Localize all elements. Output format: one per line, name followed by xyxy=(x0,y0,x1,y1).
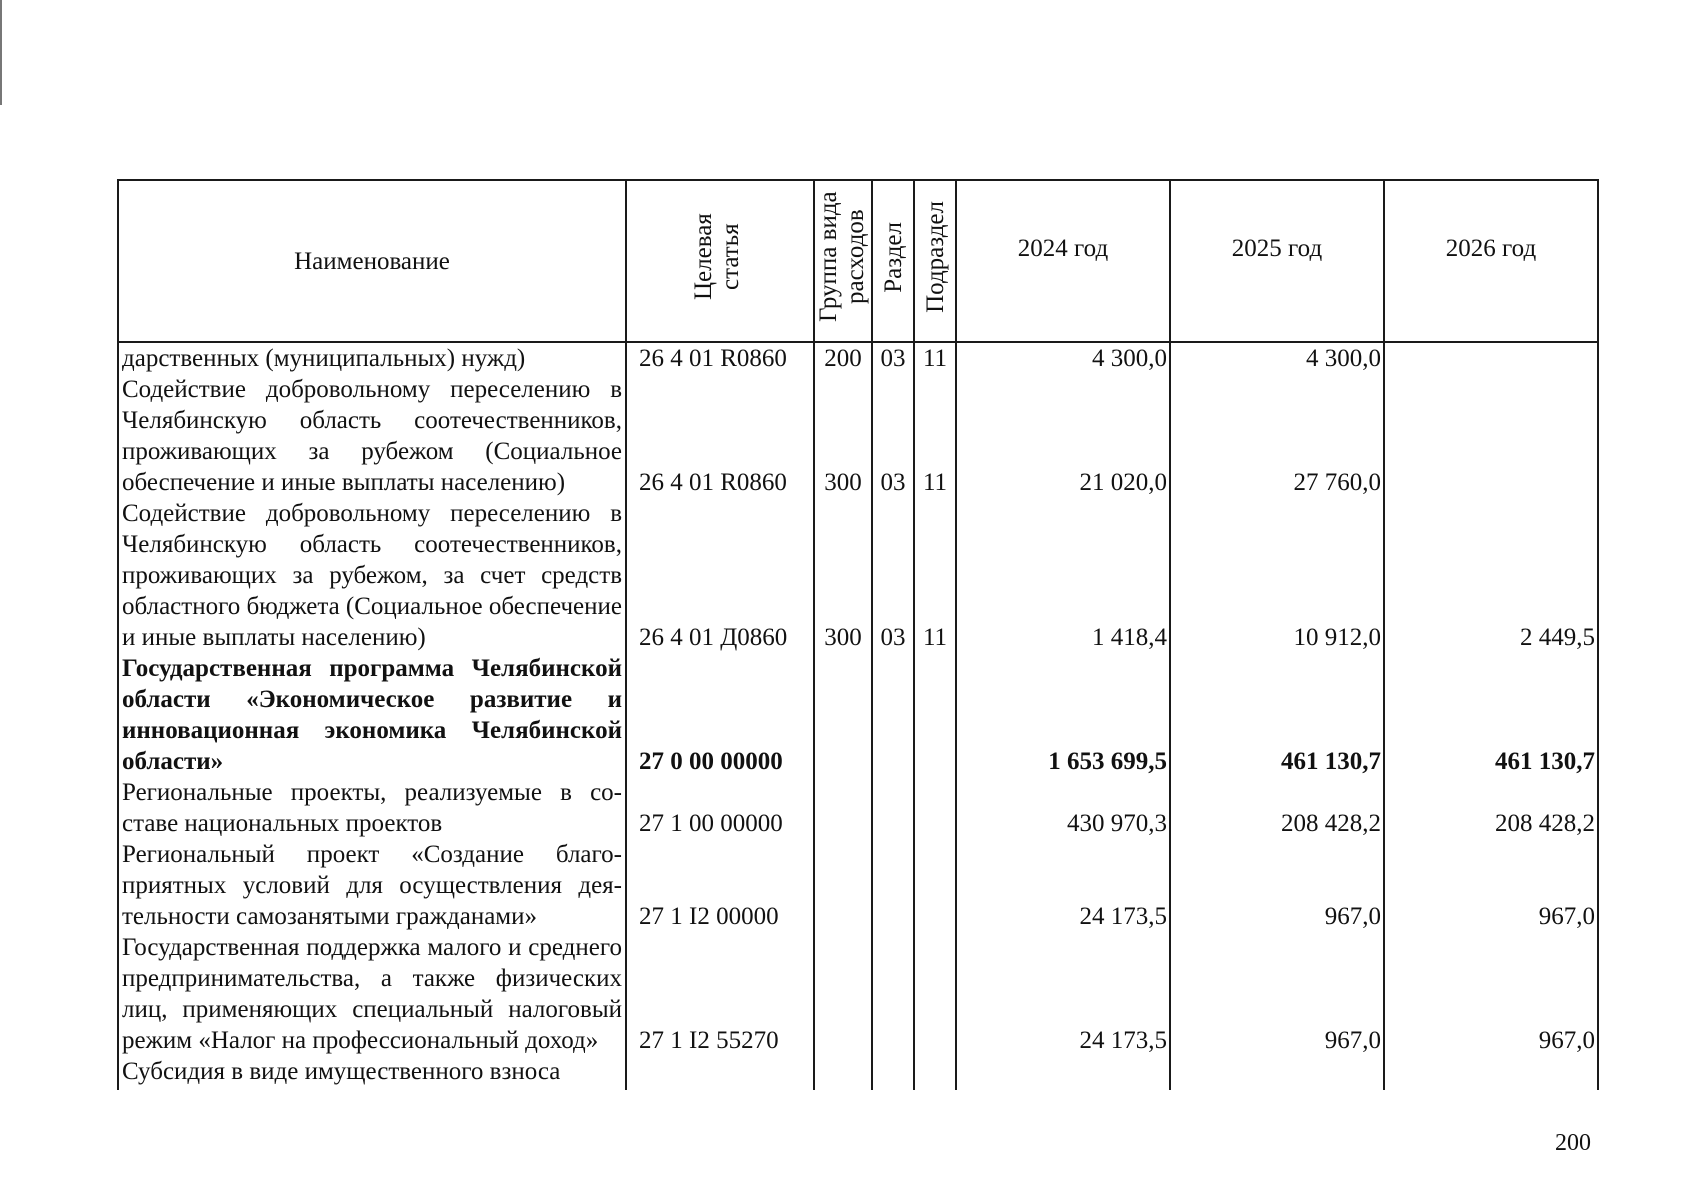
header-year-2024 xyxy=(956,180,1170,342)
header-expense-group-text: Группа вида расходов xyxy=(815,191,869,323)
table-row-program-total xyxy=(118,653,1598,777)
row-target-article: 26 4 01 R0860 xyxy=(626,342,814,374)
row-amount-2025 xyxy=(1170,1056,1384,1090)
header-target-article xyxy=(626,180,814,342)
row-expense-group: 300 xyxy=(814,374,872,498)
scan-edge-mark xyxy=(0,0,2,105)
row-subsection xyxy=(914,932,956,1056)
row-amount-2026: 461 130,7 xyxy=(1384,653,1598,777)
row-name: Субсидия в виде имущественного взноса xyxy=(118,1056,626,1090)
table-row xyxy=(118,342,1598,374)
table-row xyxy=(118,777,1598,839)
row-expense-group xyxy=(814,932,872,1056)
table-row xyxy=(118,374,1598,498)
row-section: 03 xyxy=(872,342,914,374)
header-year-2025 xyxy=(1170,180,1384,342)
row-name: Государственная поддержка малого и среднего предпринимательства, а также физических лиц, применяющих специальный налоговый режим «Налог на профессиональный доход» xyxy=(118,932,626,1056)
table-header-row xyxy=(118,180,1598,342)
header-expense-group xyxy=(814,180,872,342)
page-number: 200 xyxy=(1555,1130,1591,1156)
row-expense-group xyxy=(814,653,872,777)
header-name-text: Наименование xyxy=(294,247,450,275)
row-amount-2024: 21 020,0 xyxy=(956,374,1170,498)
row-amount-2026: 967,0 xyxy=(1384,932,1598,1056)
row-section: 03 xyxy=(872,498,914,653)
row-amount-2025: 461 130,7 xyxy=(1170,653,1384,777)
row-subsection xyxy=(914,1056,956,1090)
row-section xyxy=(872,653,914,777)
row-section: 03 xyxy=(872,374,914,498)
row-amount-2026 xyxy=(1384,374,1598,498)
row-subsection: 11 xyxy=(914,342,956,374)
row-name: дарственных (муниципальных) нужд) xyxy=(118,342,626,374)
header-year-2026 xyxy=(1384,180,1598,342)
row-amount-2024: 430 970,3 xyxy=(956,777,1170,839)
row-amount-2026: 208 428,2 xyxy=(1384,777,1598,839)
row-expense-group: 200 xyxy=(814,342,872,374)
row-target-article: 26 4 01 Д0860 xyxy=(626,498,814,653)
row-amount-2024: 24 173,5 xyxy=(956,932,1170,1056)
header-subsection-text: Подраздел xyxy=(921,201,949,313)
row-amount-2025: 208 428,2 xyxy=(1170,777,1384,839)
row-target-article: 27 0 00 00000 xyxy=(626,653,814,777)
row-subsection xyxy=(914,777,956,839)
row-expense-group: 300 xyxy=(814,498,872,653)
table-row xyxy=(118,498,1598,653)
row-expense-group xyxy=(814,777,872,839)
row-name: Региональные проекты, реализуемые в составе национальных проектов xyxy=(118,777,626,839)
header-target-article-text: Целевая статья xyxy=(690,213,744,301)
row-target-article: 26 4 01 R0860 xyxy=(626,374,814,498)
row-expense-group xyxy=(814,1056,872,1090)
row-name: Содействие добровольному переселению в Челябинскую область соотечественников, проживающих за рубежом (Социальное обеспечение и иные выплаты населению) xyxy=(118,374,626,498)
row-expense-group xyxy=(814,839,872,932)
row-amount-2025: 10 912,0 xyxy=(1170,498,1384,653)
row-name: Региональный проект «Создание благоприятных условий для осуществления деятельности самозанятыми гражданами» xyxy=(118,839,626,932)
row-amount-2026 xyxy=(1384,342,1598,374)
budget-table xyxy=(117,179,1599,1090)
table-row xyxy=(118,839,1598,932)
row-amount-2026: 2 449,5 xyxy=(1384,498,1598,653)
row-amount-2024: 1 653 699,5 xyxy=(956,653,1170,777)
row-subsection xyxy=(914,653,956,777)
row-amount-2025: 27 760,0 xyxy=(1170,374,1384,498)
row-amount-2025: 967,0 xyxy=(1170,839,1384,932)
row-amount-2024 xyxy=(956,1056,1170,1090)
row-target-article: 27 1 00 00000 xyxy=(626,777,814,839)
row-section xyxy=(872,932,914,1056)
row-name: Содействие добровольному переселению в Челябинскую область соотечественников, проживающих за рубежом, за счет средств областного бюджета (Социальное обеспечение и иные выплаты населению) xyxy=(118,498,626,653)
header-section xyxy=(872,180,914,342)
row-section xyxy=(872,1056,914,1090)
row-target-article xyxy=(626,1056,814,1090)
table-row xyxy=(118,1056,1598,1090)
header-year-2024-text: 2024 год xyxy=(1017,234,1109,262)
row-subsection: 11 xyxy=(914,498,956,653)
row-target-article: 27 1 I2 00000 xyxy=(626,839,814,932)
row-target-article: 27 1 I2 55270 xyxy=(626,932,814,1056)
header-subsection xyxy=(914,180,956,342)
row-amount-2024: 4 300,0 xyxy=(956,342,1170,374)
header-name xyxy=(118,180,626,342)
header-year-2025-text: 2025 год xyxy=(1231,234,1323,262)
row-subsection xyxy=(914,839,956,932)
row-amount-2025: 4 300,0 xyxy=(1170,342,1384,374)
row-amount-2024: 24 173,5 xyxy=(956,839,1170,932)
row-amount-2026: 967,0 xyxy=(1384,839,1598,932)
header-section-text: Раздел xyxy=(879,221,907,293)
row-subsection: 11 xyxy=(914,374,956,498)
row-section xyxy=(872,839,914,932)
row-amount-2026 xyxy=(1384,1056,1598,1090)
row-amount-2025: 967,0 xyxy=(1170,932,1384,1056)
row-amount-2024: 1 418,4 xyxy=(956,498,1170,653)
table-row xyxy=(118,932,1598,1056)
row-section xyxy=(872,777,914,839)
header-year-2026-text: 2026 год xyxy=(1445,234,1537,262)
row-name: Государственная программа Челябинской области «Экономическое развитие и инновационная экономика Челябинской области» xyxy=(118,653,626,777)
